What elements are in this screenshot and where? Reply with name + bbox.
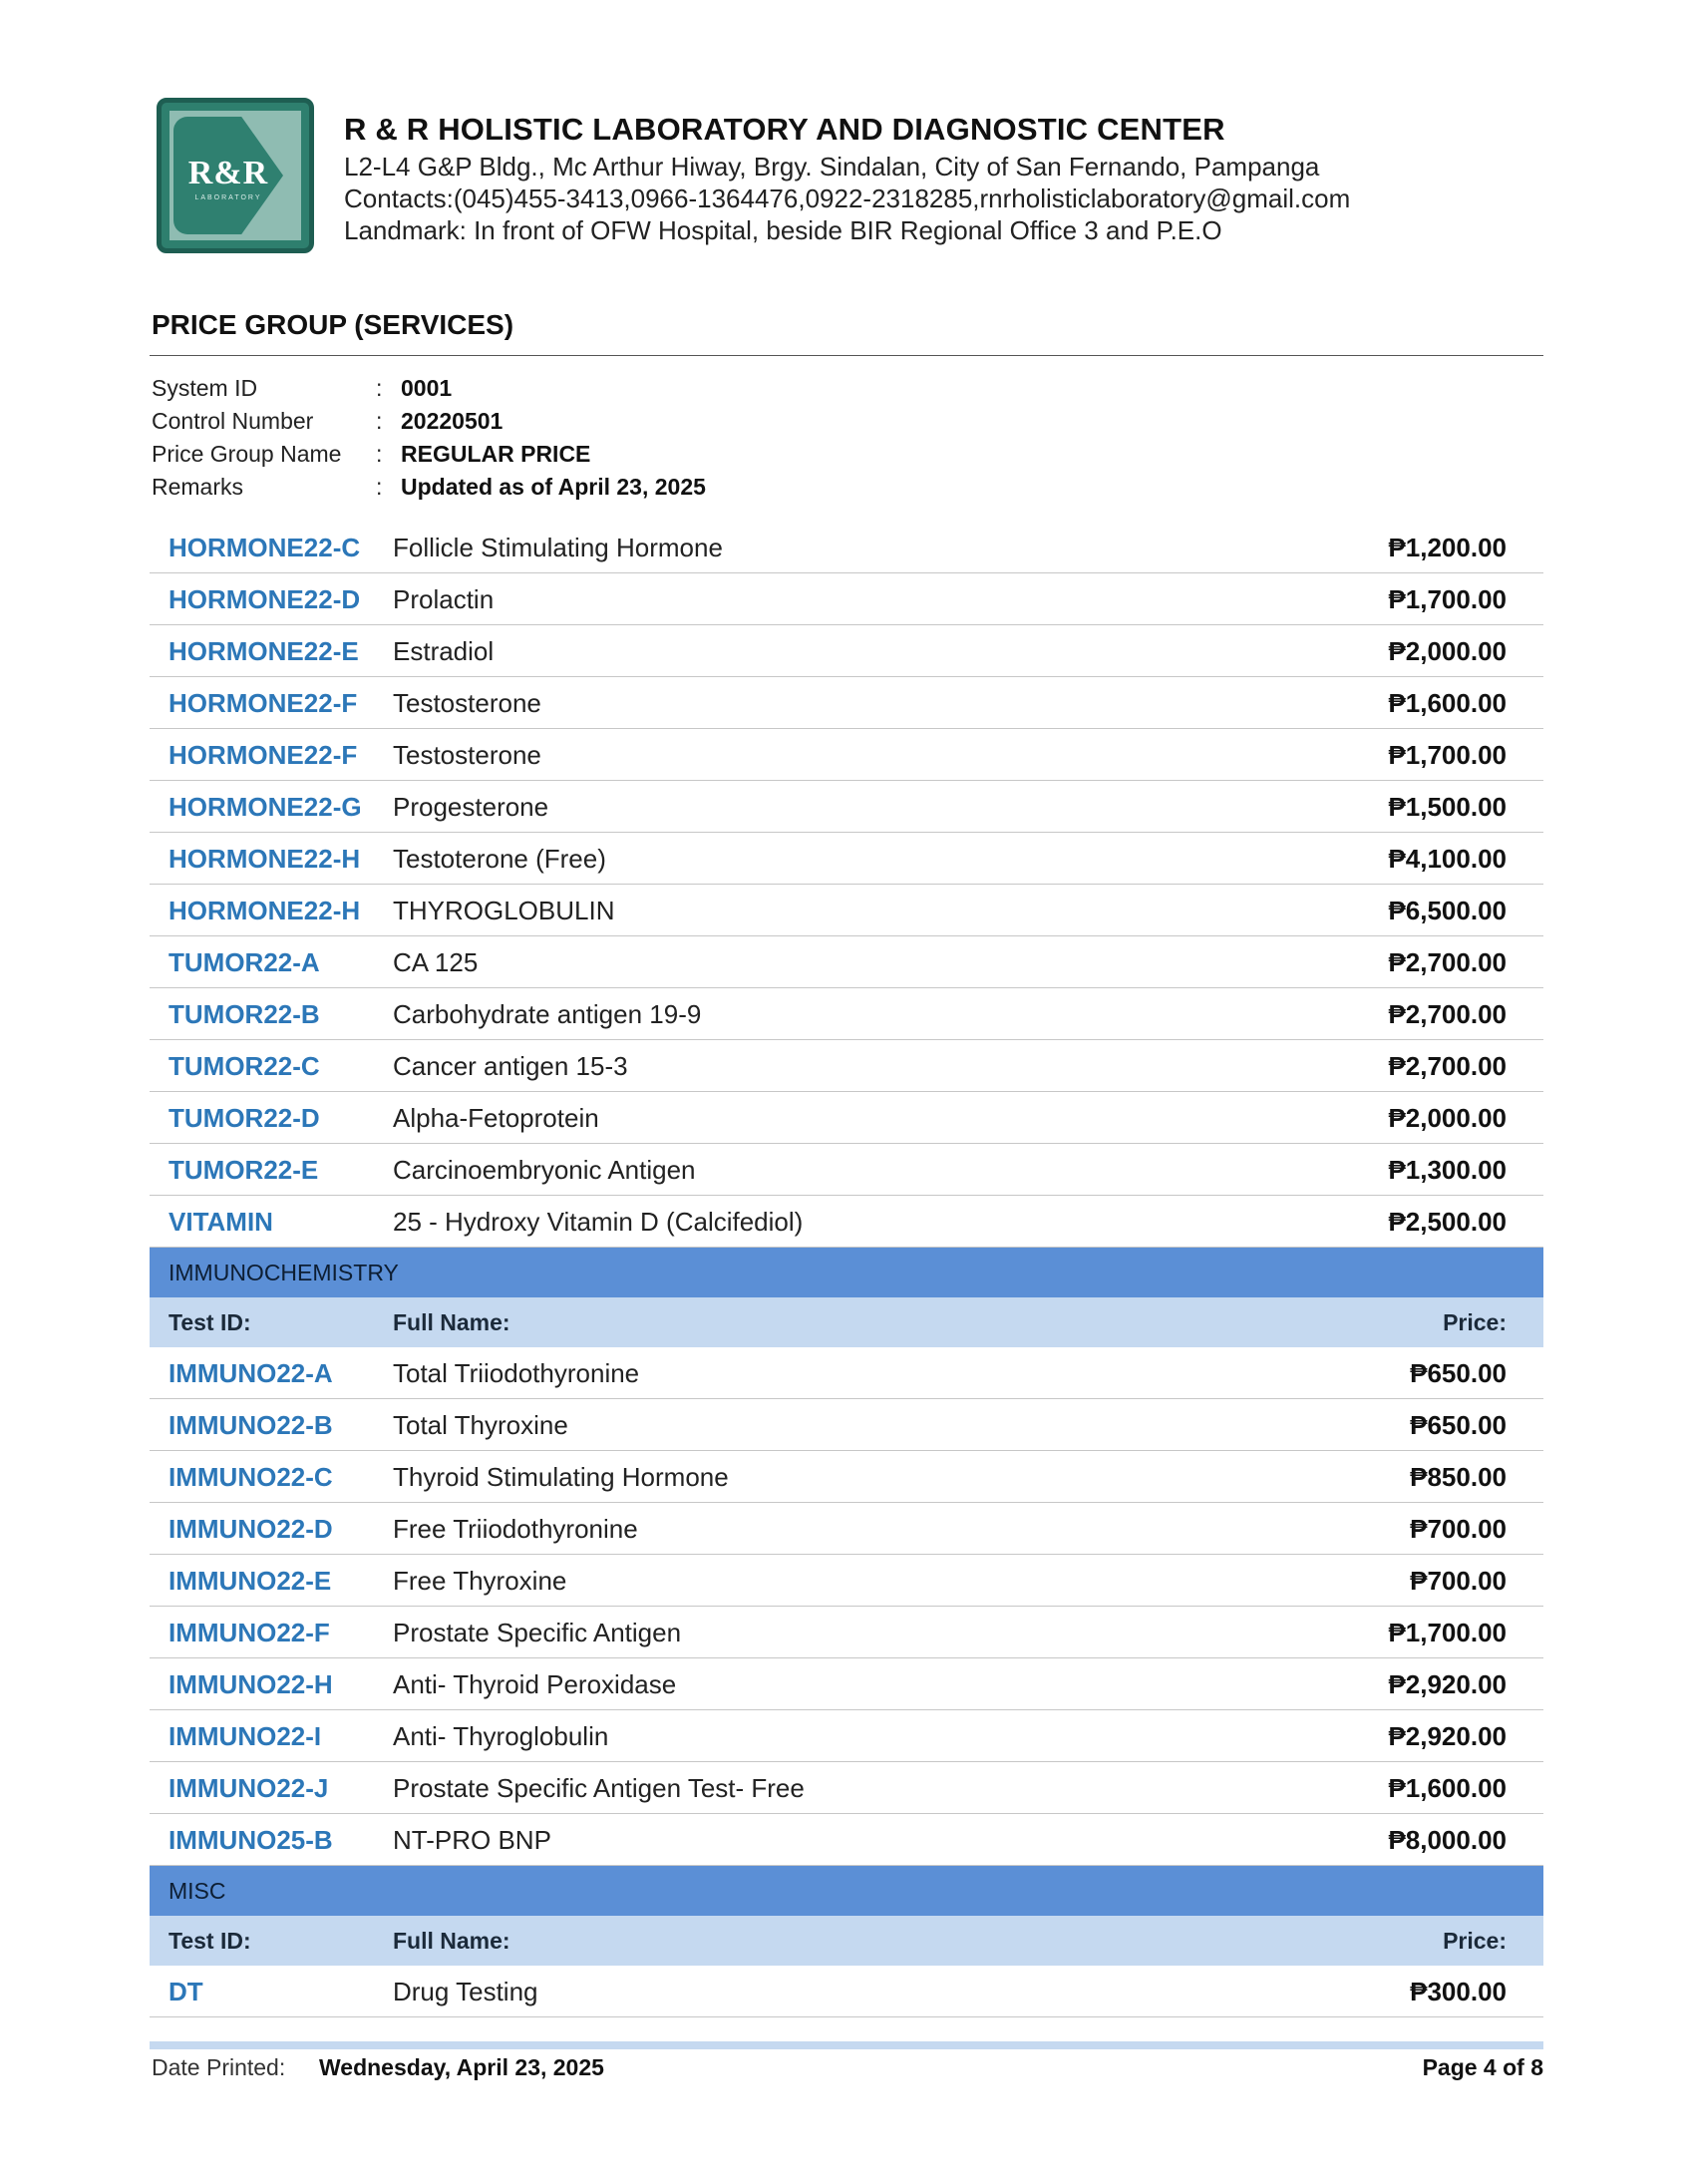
table-row: [150, 1347, 1543, 1399]
test-price: ₱1,500.00: [1388, 792, 1507, 822]
date-printed-value: Wednesday, April 23, 2025: [319, 2054, 604, 2080]
test-name: Free Thyroxine: [393, 1566, 567, 1596]
test-id: TUMOR22-D: [169, 1103, 320, 1133]
test-name: Drug Testing: [393, 1977, 538, 2006]
meta-label: Remarks: [152, 474, 244, 500]
meta-label: System ID: [152, 375, 258, 401]
table-row: [150, 1144, 1543, 1196]
table-row: [150, 1555, 1543, 1607]
test-price: ₱700.00: [1410, 1566, 1507, 1596]
test-price: ₱4,100.00: [1388, 844, 1507, 874]
test-name: Anti- Thyroid Peroxidase: [393, 1669, 677, 1699]
test-price: ₱650.00: [1410, 1358, 1507, 1388]
test-name: Progesterone: [393, 792, 549, 822]
table-row: [150, 988, 1543, 1040]
meta-label: Control Number: [152, 408, 314, 434]
test-id: IMMUNO22-C: [169, 1462, 333, 1492]
meta-colon: :: [376, 375, 383, 401]
test-price: ₱6,500.00: [1388, 896, 1507, 925]
date-printed-label: Date Printed:: [152, 2054, 286, 2080]
meta-colon: :: [376, 474, 383, 500]
test-price: ₱1,300.00: [1388, 1155, 1507, 1185]
logo-text: R&R: [187, 155, 269, 191]
column-header-id: Test ID:: [169, 1309, 251, 1335]
test-name: Carcinoembryonic Antigen: [393, 1155, 696, 1185]
test-price: ₱650.00: [1410, 1410, 1507, 1440]
table-row: [150, 573, 1543, 625]
test-id: TUMOR22-A: [169, 947, 320, 977]
table-row: [150, 1607, 1543, 1658]
test-name: Total Thyroxine: [393, 1410, 568, 1440]
table-row: [150, 1762, 1543, 1814]
test-name: CA 125: [393, 947, 479, 977]
test-name: Anti- Thyroglobulin: [393, 1721, 609, 1751]
test-price: ₱2,000.00: [1388, 636, 1507, 666]
test-name: 25 - Hydroxy Vitamin D (Calcifediol): [393, 1207, 804, 1237]
document-title: PRICE GROUP (SERVICES): [152, 309, 514, 340]
organization-address: L2-L4 G&P Bldg., Mc Arthur Hiway, Brgy. Sindalan, City of San Fernando, Pampanga: [344, 152, 1320, 182]
test-price: ₱2,700.00: [1388, 1051, 1507, 1081]
table-row: [150, 677, 1543, 729]
test-name: Testosterone: [393, 688, 541, 718]
column-header-price: Price:: [1443, 1309, 1507, 1335]
test-name: Prolactin: [393, 584, 495, 614]
test-price: ₱1,200.00: [1388, 533, 1507, 562]
test-id: HORMONE22-D: [169, 584, 361, 614]
meta-value: 20220501: [401, 408, 504, 434]
logo-subtext: LABORATORY: [194, 194, 262, 201]
test-price: ₱8,000.00: [1388, 1825, 1507, 1855]
logo-background: [169, 111, 301, 240]
test-name: Total Triiodothyronine: [393, 1358, 640, 1388]
column-header-name: Full Name:: [393, 1309, 510, 1335]
test-price: ₱2,920.00: [1388, 1669, 1507, 1699]
table-row: [150, 1710, 1543, 1762]
meta-value: Updated as of April 23, 2025: [401, 474, 706, 500]
test-name: Testosterone: [393, 740, 541, 770]
test-id: IMMUNO22-D: [169, 1514, 333, 1544]
test-name: Estradiol: [393, 636, 495, 666]
test-name: Follicle Stimulating Hormone: [393, 533, 723, 562]
test-id: TUMOR22-B: [169, 999, 320, 1029]
test-price: ₱1,700.00: [1388, 584, 1507, 614]
table-row: [150, 885, 1543, 936]
table-row: [150, 1814, 1543, 1866]
test-price: ₱1,700.00: [1388, 740, 1507, 770]
test-name: Carbohydrate antigen 19-9: [393, 999, 702, 1029]
table-row: [150, 1040, 1543, 1092]
section-name: MISC: [169, 1878, 226, 1904]
test-id: IMMUNO22-H: [169, 1669, 333, 1699]
column-header-id: Test ID:: [169, 1928, 251, 1954]
meta-label: Price Group Name: [152, 441, 342, 467]
test-id: IMMUNO22-A: [169, 1358, 333, 1388]
test-price: ₱2,000.00: [1388, 1103, 1507, 1133]
lab-logo: [157, 98, 314, 253]
meta-colon: :: [376, 441, 383, 467]
table-row: [150, 522, 1543, 573]
test-price: ₱1,600.00: [1388, 1773, 1507, 1803]
section-header: [150, 1866, 1543, 1916]
letterhead: [157, 98, 1552, 257]
column-header-name: Full Name:: [393, 1928, 510, 1954]
test-name: THYROGLOBULIN: [393, 896, 615, 925]
test-name: Alpha-Fetoprotein: [393, 1103, 599, 1133]
table-row: [150, 781, 1543, 833]
test-price: ₱1,600.00: [1388, 688, 1507, 718]
test-id: IMMUNO22-I: [169, 1721, 322, 1751]
test-name: Testoterone (Free): [393, 844, 606, 874]
column-header-row: [150, 1297, 1543, 1347]
page-number: Page 4 of 8: [1422, 2054, 1543, 2080]
table-row: [150, 1503, 1543, 1555]
table-row: [150, 936, 1543, 988]
meta-colon: :: [376, 408, 383, 434]
test-id: IMMUNO22-B: [169, 1410, 333, 1440]
test-id: IMMUNO22-J: [169, 1773, 329, 1803]
test-id: HORMONE22-G: [169, 792, 362, 822]
meta-value: REGULAR PRICE: [401, 441, 591, 467]
table-end-bar: [150, 2041, 1543, 2049]
test-id: IMMUNO22-F: [169, 1618, 330, 1647]
test-id: TUMOR22-C: [169, 1051, 320, 1081]
price-table: [150, 522, 1543, 2049]
test-name: NT-PRO BNP: [393, 1825, 551, 1855]
table-row: [150, 1399, 1543, 1451]
table-row: [150, 1658, 1543, 1710]
table-row: [150, 1092, 1543, 1144]
test-id: HORMONE22-F: [169, 740, 358, 770]
table-row: [150, 729, 1543, 781]
test-name: Thyroid Stimulating Hormone: [393, 1462, 729, 1492]
test-price: ₱700.00: [1410, 1514, 1507, 1544]
table-row: [150, 1451, 1543, 1503]
column-header-price: Price:: [1443, 1928, 1507, 1954]
table-row: [150, 1196, 1543, 1248]
test-id: HORMONE22-E: [169, 636, 359, 666]
page-footer: [152, 2054, 1543, 2084]
test-id: TUMOR22-E: [169, 1155, 319, 1185]
organization-name: R & R HOLISTIC LABORATORY AND DIAGNOSTIC CENTER: [344, 112, 1225, 147]
section-name: IMMUNOCHEMISTRY: [169, 1260, 399, 1285]
organization-contacts: Contacts:(045)455-3413,0966-1364476,0922-2318285,rnrholisticlaboratory@gmail.com: [344, 183, 1351, 213]
table-row: [150, 833, 1543, 885]
test-id: HORMONE22-H: [169, 896, 361, 925]
organization-landmark: Landmark: In front of OFW Hospital, beside BIR Regional Office 3 and P.E.O: [344, 215, 1222, 245]
title-divider: [150, 355, 1543, 356]
test-price: ₱300.00: [1410, 1977, 1507, 2006]
test-price: ₱2,500.00: [1388, 1207, 1507, 1237]
test-price: ₱850.00: [1410, 1462, 1507, 1492]
test-id: HORMONE22-C: [169, 533, 361, 562]
table-row: [150, 1966, 1543, 2017]
test-price: ₱2,920.00: [1388, 1721, 1507, 1751]
test-id: HORMONE22-H: [169, 844, 361, 874]
test-name: Prostate Specific Antigen: [393, 1618, 682, 1647]
meta-value: 0001: [401, 375, 453, 401]
test-price: ₱1,700.00: [1388, 1618, 1507, 1647]
test-id: VITAMIN: [169, 1207, 273, 1237]
test-name: Free Triiodothyronine: [393, 1514, 638, 1544]
test-price: ₱2,700.00: [1388, 947, 1507, 977]
section-header: [150, 1248, 1543, 1297]
table-row: [150, 625, 1543, 677]
test-id: DT: [169, 1977, 203, 2006]
test-price: ₱2,700.00: [1388, 999, 1507, 1029]
test-id: IMMUNO22-E: [169, 1566, 332, 1596]
test-id: HORMONE22-F: [169, 688, 358, 718]
test-name: Cancer antigen 15-3: [393, 1051, 628, 1081]
column-header-row: [150, 1916, 1543, 1966]
test-name: Prostate Specific Antigen Test- Free: [393, 1773, 805, 1803]
test-id: IMMUNO25-B: [169, 1825, 333, 1855]
